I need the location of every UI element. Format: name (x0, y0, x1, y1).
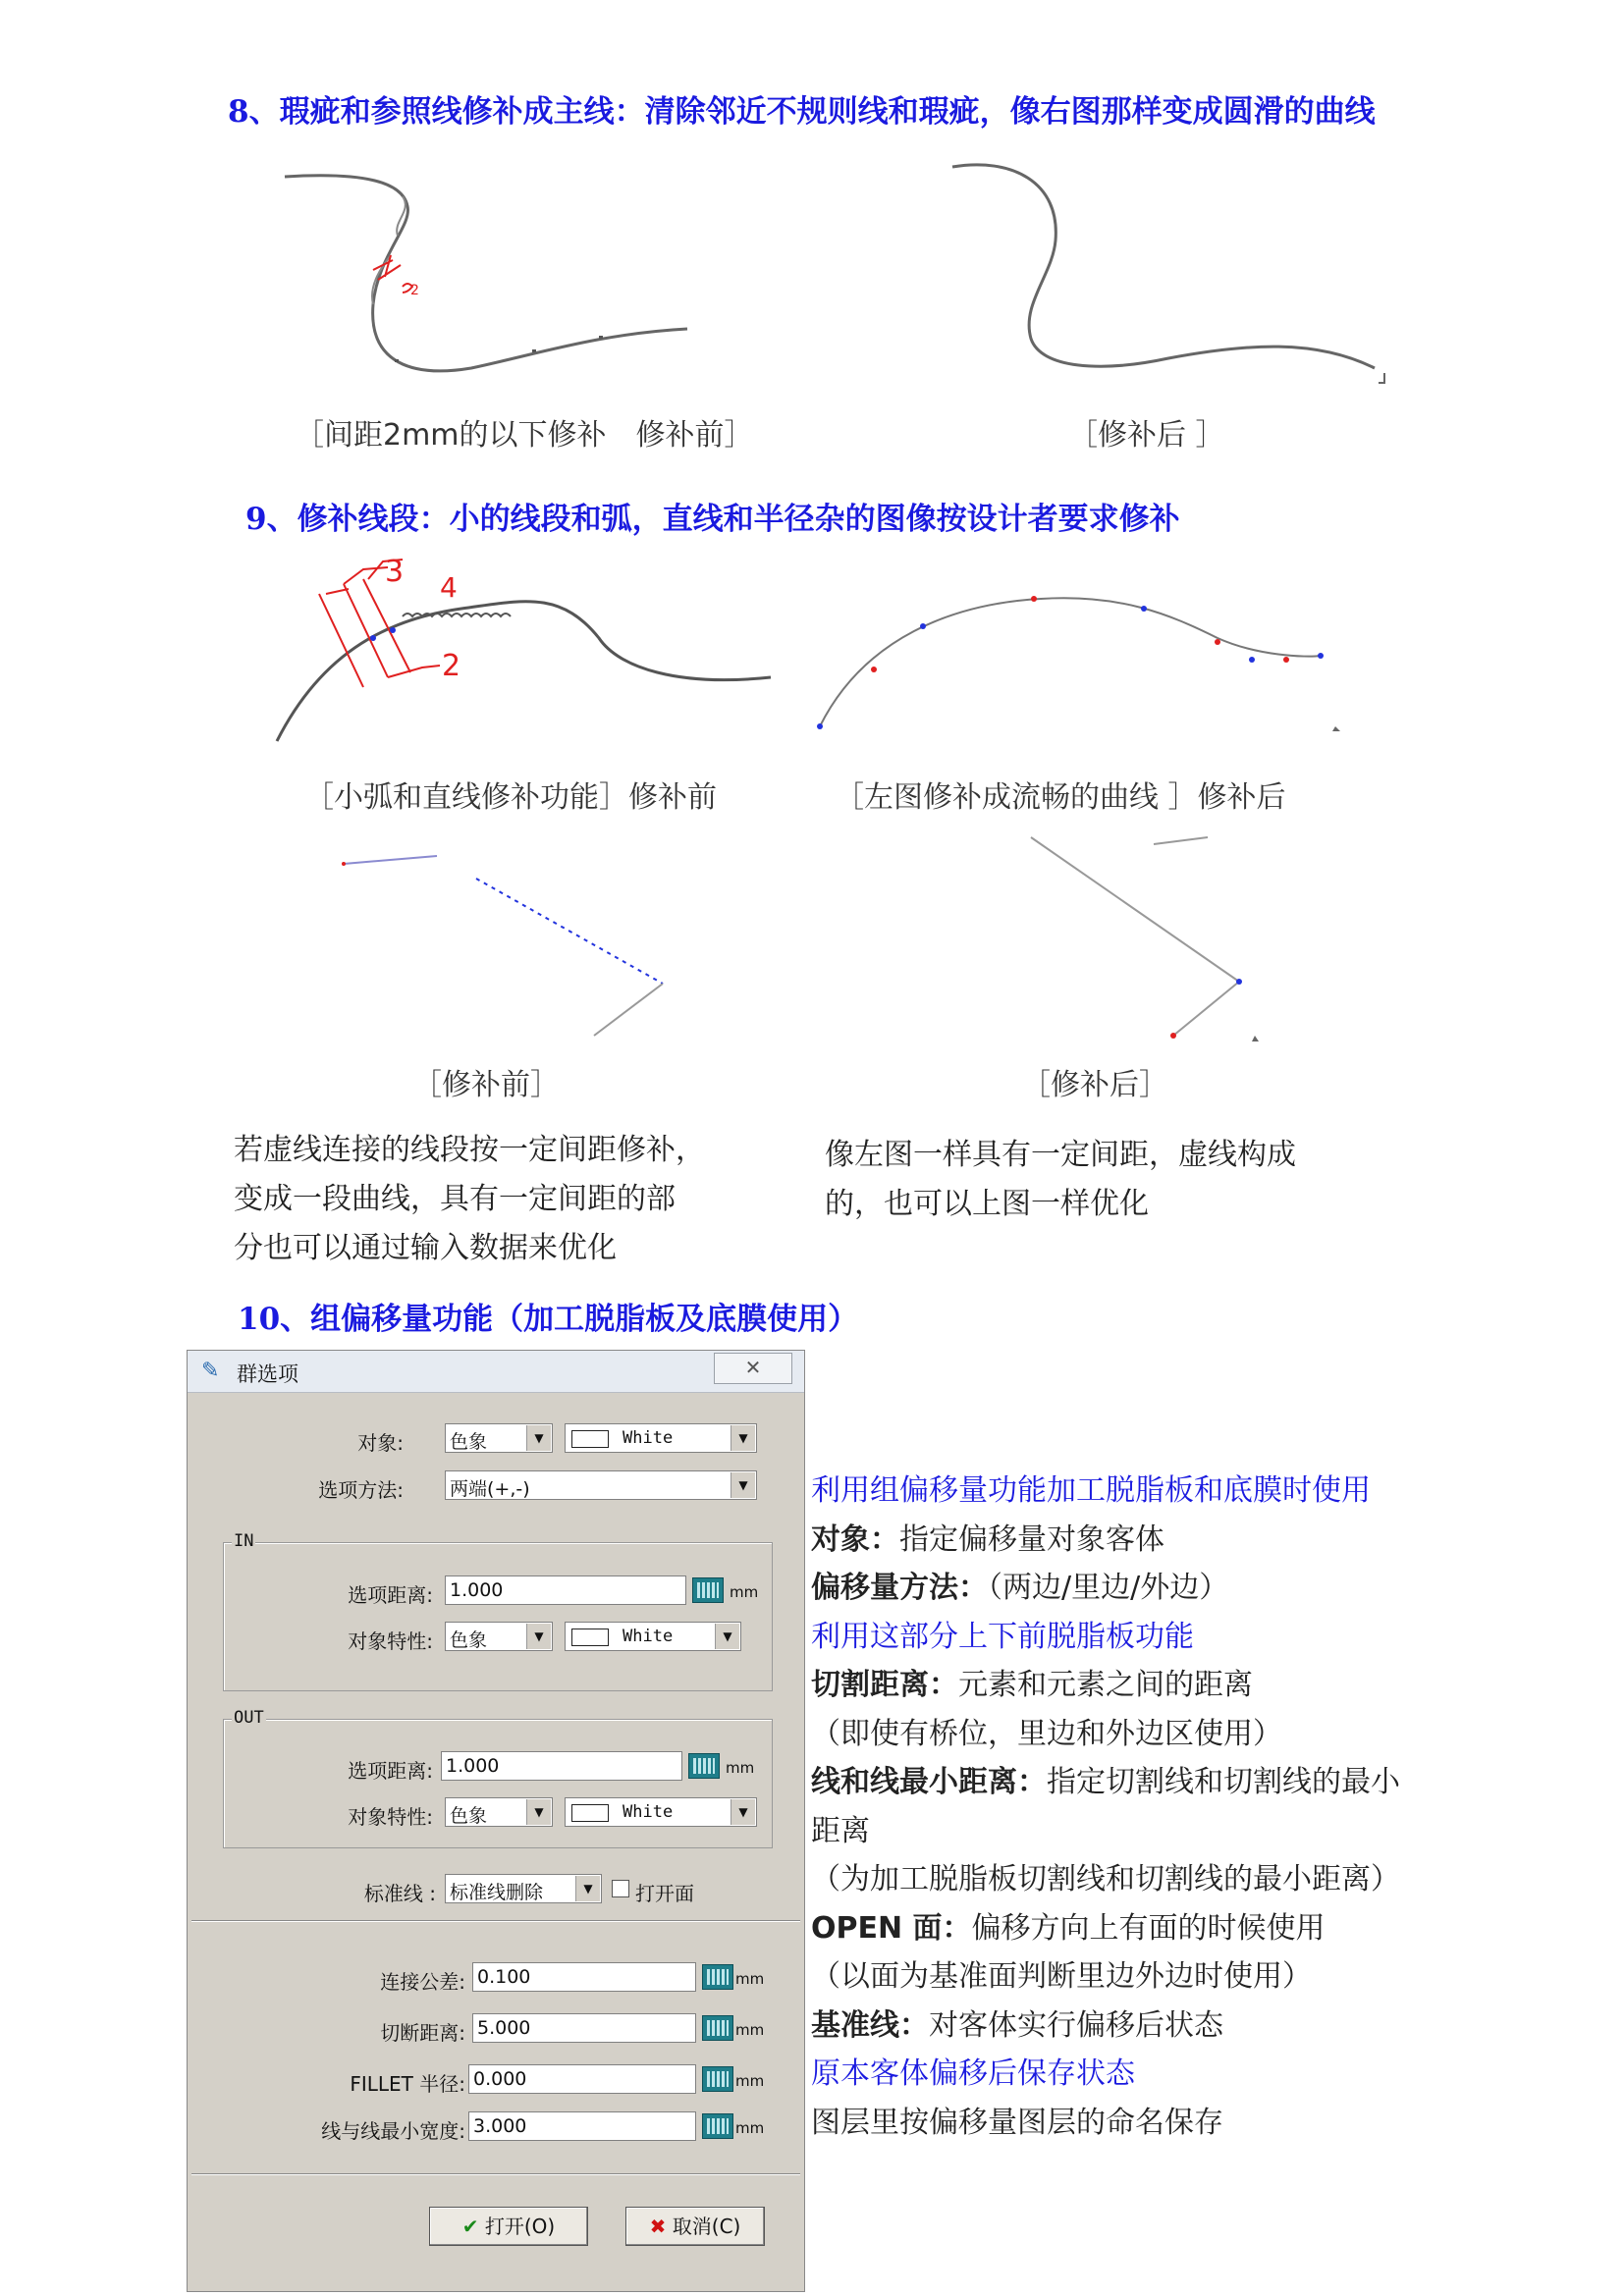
baseline-select[interactable] (445, 1874, 602, 1903)
open-face-checkbox[interactable] (612, 1880, 629, 1897)
fillet-value: 0.000 (473, 2068, 527, 2090)
cut-distance-value: 5.000 (477, 2017, 531, 2039)
caption-before-8: ［间距2mm的以下修补 修补前］ (295, 418, 754, 453)
paragraph-right-9 (825, 1131, 1375, 1229)
section9-heading: 9、修补线段：小的线段和弧，直线和半径杂的图像按设计者要求修补 (245, 502, 1180, 537)
calculator-icon[interactable] (692, 1577, 724, 1603)
label-3: 3 (385, 555, 405, 589)
color-swatch (571, 1629, 609, 1646)
unit-label: mm (735, 2021, 765, 2039)
desc-line: 距离 (811, 1813, 870, 1848)
baseline-label: 标准线 : (363, 1882, 436, 1905)
object-color-select[interactable] (565, 1423, 757, 1453)
caption-before-9: ［小弧和直线修补功能］修补前 (304, 780, 717, 815)
out-color-value: White (623, 1802, 674, 1822)
figure-dashed-before-9 (324, 844, 687, 1041)
caption-after-9: ［左图修补成流畅的曲线 ］修补后 (835, 780, 1286, 815)
tolerance-value: 0.100 (477, 1966, 531, 1988)
figure-after-repair-8 (943, 157, 1404, 393)
caption-after-9b: ［修补后］ (1021, 1068, 1168, 1102)
object-value: 色象 (450, 1431, 488, 1453)
min-width-label: 线与线最小宽度: (321, 2119, 465, 2143)
unit-label: mm (726, 1759, 755, 1777)
calculator-icon[interactable] (688, 1753, 720, 1779)
para-left-line: 变成一段曲线，具有一定间距的部 (234, 1182, 676, 1216)
fillet-input[interactable] (468, 2064, 696, 2094)
checkmark-icon: ✔ (461, 2215, 479, 2238)
paragraph-left-9 (234, 1126, 784, 1273)
unit-label: mm (730, 1583, 759, 1601)
desc-line: 图层里按偏移量图层的命名保存 (811, 2105, 1223, 2140)
figure-arc-after-9 (805, 579, 1355, 746)
desc-line: 偏移量方法：（两边/里边/外边） (811, 1571, 1229, 1605)
cut-distance-label: 切断距离: (380, 2021, 465, 2045)
section8-heading: 8、瑕疵和参照线修补成主线：清除邻近不规则线和瑕疵，像右图那样变成圆滑的曲线 (228, 94, 1376, 130)
chevron-down-icon: ▼ (526, 1799, 551, 1825)
caption-before-9b: ［修补前］ (412, 1068, 560, 1102)
figure-arc-before-9 (265, 550, 776, 756)
cut-distance-input[interactable] (472, 2013, 696, 2043)
cancel-x-icon: ✖ (649, 2215, 667, 2238)
in-property-label: 对象特性: (348, 1629, 433, 1653)
desc-line: 原本客体偏移后保存状态 (811, 2056, 1135, 2091)
color-swatch (571, 1430, 609, 1448)
close-button[interactable] (714, 1353, 792, 1384)
out-group-label: OUT (234, 1708, 264, 1728)
object-label: 对象: (357, 1431, 404, 1455)
calculator-icon[interactable] (702, 2113, 733, 2139)
in-property-select[interactable] (445, 1622, 553, 1651)
desc-line: 对象：指定偏移量对象客体 (811, 1522, 1164, 1557)
caption-after-8: ［修补后 ］ (1068, 418, 1225, 453)
tolerance-input[interactable] (472, 1962, 696, 1992)
desc-line: OPEN 面：偏移方向上有面的时候使用 (811, 1910, 1326, 1946)
tolerance-label: 连接公差: (380, 1970, 465, 1994)
calculator-icon[interactable] (702, 2015, 733, 2041)
in-color-select[interactable] (565, 1622, 741, 1651)
unit-label: mm (735, 2119, 765, 2137)
desc-line: （即使有桥位，里边和外边区使用） (811, 1716, 1282, 1751)
close-icon: ✕ (744, 1356, 762, 1379)
out-distance-value: 1.000 (446, 1755, 500, 1777)
annotation-label: 2 (410, 283, 419, 298)
chevron-down-icon: ▼ (731, 1472, 755, 1498)
para-right-line: 像左图一样具有一定间距，虚线构成 (825, 1138, 1296, 1172)
figure-dashed-after-9 (923, 829, 1276, 1050)
out-property-label: 对象特性: (348, 1805, 433, 1829)
group-options-dialog (187, 1350, 805, 2292)
object-select[interactable] (445, 1423, 553, 1453)
chevron-down-icon: ▼ (715, 1624, 739, 1649)
out-group (223, 1708, 773, 1848)
para-left-line: 分也可以通过输入数据来优化 (234, 1231, 617, 1265)
in-group-label: IN (234, 1531, 254, 1551)
baseline-value: 标准线删除 (450, 1882, 544, 1903)
cancel-button[interactable] (625, 2207, 765, 2246)
open-face-label: 打开面 (635, 1882, 694, 1905)
unit-label: mm (735, 1970, 765, 1988)
desc-line: 切割距离：元素和元素之间的距离 (811, 1668, 1253, 1702)
desc-line: （以面为基准面判断里边外边时使用） (811, 1959, 1312, 1994)
min-width-value: 3.000 (473, 2115, 527, 2137)
calculator-icon[interactable] (702, 1964, 733, 1990)
out-property-value: 色象 (450, 1805, 488, 1827)
out-distance-input[interactable] (441, 1751, 682, 1781)
chevron-down-icon: ▼ (575, 1876, 600, 1901)
section10-heading: 10、组偏移量功能（加工脱脂板及底膜使用） (238, 1302, 859, 1337)
label-2: 2 (442, 649, 461, 683)
object-color-value: White (623, 1428, 674, 1448)
color-swatch (571, 1804, 609, 1822)
out-distance-label: 选项距离: (348, 1759, 433, 1783)
desc-line: （为加工脱脂板切割线和切割线的最小距离） (811, 1862, 1400, 1896)
divider (191, 1920, 800, 1922)
in-color-value: White (623, 1627, 674, 1646)
dialog-title: 群选项 (237, 1362, 298, 1386)
calculator-icon[interactable] (702, 2066, 733, 2092)
label-4: 4 (440, 571, 458, 604)
chevron-down-icon: ▼ (731, 1799, 755, 1825)
method-label: 选项方法: (318, 1478, 404, 1502)
method-value: 两端(+,-) (450, 1478, 530, 1500)
out-color-select[interactable] (565, 1797, 757, 1827)
para-left-line: 若虚线连接的线段按一定间距修补， (234, 1133, 705, 1167)
in-distance-label: 选项距离: (348, 1583, 433, 1607)
desc-line: 利用这部分上下前脱脂板功能 (811, 1619, 1194, 1654)
desc-line: 线和线最小距离：指定切割线和切割线的最小 (811, 1765, 1400, 1799)
chevron-down-icon: ▼ (731, 1425, 755, 1451)
desc-line: 基准线：对客体实行偏移后状态 (811, 2007, 1223, 2043)
in-group (223, 1531, 773, 1691)
out-property-select[interactable] (445, 1797, 553, 1827)
in-property-value: 色象 (450, 1629, 488, 1651)
method-select[interactable] (445, 1470, 757, 1500)
description-list (811, 1467, 1400, 2147)
chevron-down-icon: ▼ (526, 1425, 551, 1451)
open-button-label: 打开(O) (484, 2215, 556, 2238)
dialog-titlebar (188, 1351, 804, 1393)
chevron-down-icon: ▼ (526, 1624, 551, 1649)
in-distance-input[interactable] (445, 1575, 686, 1605)
fillet-label: FILLET 半径: (350, 2072, 465, 2096)
para-right-line: 的，也可以上图一样优化 (825, 1187, 1149, 1221)
app-icon: ✎ (201, 1359, 220, 1383)
cancel-button-label: 取消(C) (672, 2215, 741, 2238)
unit-label: mm (735, 2072, 765, 2090)
desc-line: 利用组偏移量功能加工脱脂板和底膜时使用 (811, 1473, 1371, 1508)
in-distance-value: 1.000 (450, 1579, 504, 1601)
min-width-input[interactable] (468, 2111, 696, 2141)
figure-before-repair-8 (275, 167, 707, 393)
open-button[interactable] (429, 2207, 588, 2246)
divider (191, 2173, 800, 2175)
